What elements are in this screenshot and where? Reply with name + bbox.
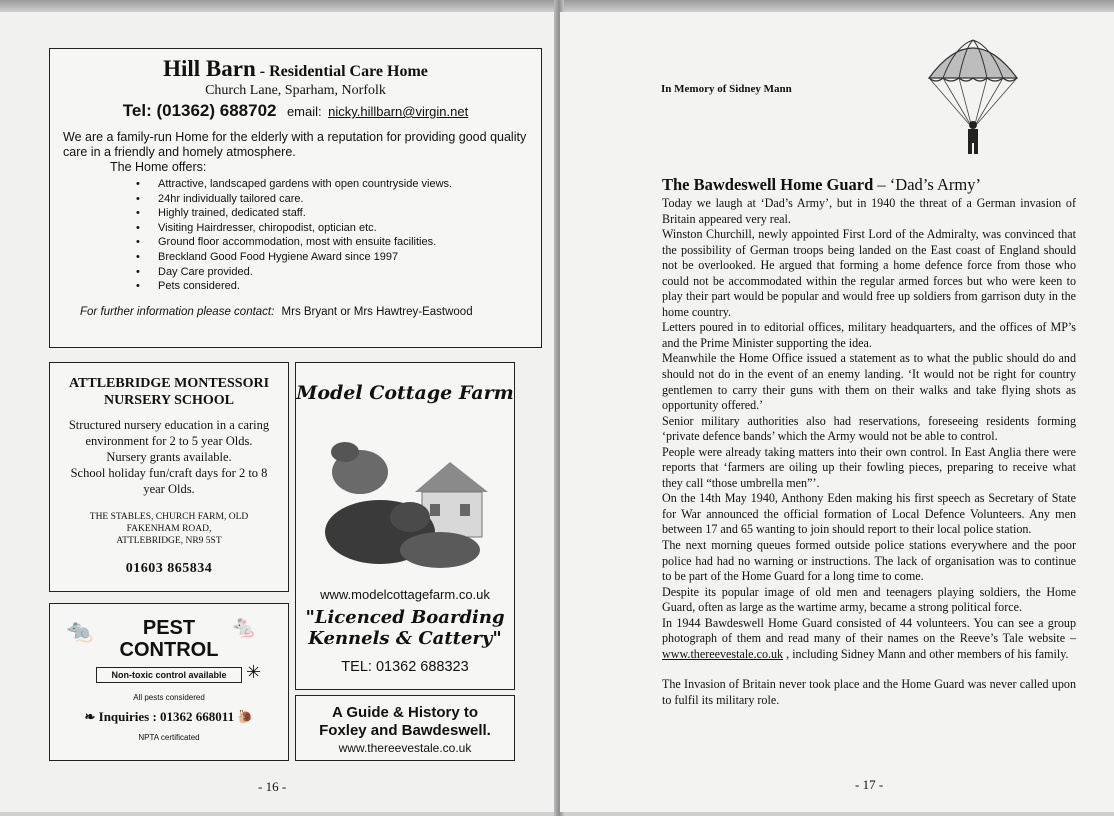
farm-photo [320, 422, 490, 572]
article-title: The Bawdeswell Home Guard [662, 175, 874, 194]
list-item: • Visiting Hairdresser, chiropodist, optician etc. [158, 221, 541, 236]
licence-line: Kennels & Cattery" [308, 628, 502, 649]
paragraph: People were already taking matters into their own control. In East Anglia there were reports that ‘farmers are oiling up their fowling pieces, preparing to receive what they call “those umbrella men”’. [662, 444, 1076, 490]
model-cottage-title: Model Cottage Farm [296, 382, 514, 404]
attlebridge-body-line: year Olds. [143, 482, 195, 496]
hill-barn-offers-list [158, 177, 541, 294]
hill-barn-contact [80, 306, 541, 318]
rat-icon: 🐀 [66, 618, 94, 643]
hill-barn-address: Church Lane, Sparham, Norfolk [205, 83, 386, 98]
inquiries-text: Inquiries : 01362 668011 [98, 709, 235, 724]
model-cottage-tel: TEL: 01362 688323 [341, 659, 469, 675]
paragraph: Winston Churchill, newly appointed First Lord of the Admiralty, was convinced that the possibility of German troops being landed on the East coast of England should not be overlooked. He argued that forming a home defence force from those who could not be accommodated within the regular armed forces but who were keen to play their part would be popular and would free up soldiers from garrison duty in the home country. [662, 227, 1076, 319]
address-line: THE STABLES, CHURCH FARM, OLD [89, 512, 249, 522]
paragraph-text: In 1944 Bawdeswell Home Guard consisted of 44 volunteers. You can see a group photograph of them and read many of their names on the Reeve’s Tale website – [662, 615, 1076, 646]
hill-barn-offers-label: The Home offers: [110, 160, 207, 174]
wasp-icon: ❧ [84, 709, 96, 724]
contact-names: Mrs Bryant or Mrs Hawtrey-Eastwood [281, 305, 473, 318]
list-item: • Ground floor accommodation, most with ensuite facilities. [158, 235, 541, 250]
list-item: • Attractive, landscaped gardens with open countryside views. [158, 177, 541, 192]
hill-barn-intro: We are a family-run Home for the elderly with a reputation for providing good quality care in a friendly and homely atmosphere. [63, 130, 527, 159]
guide-advert [295, 695, 515, 761]
attlebridge-body [50, 417, 288, 497]
list-item: • 24hr individually tailored care. [158, 192, 541, 207]
list-item: • Pets considered. [158, 279, 541, 294]
hill-barn-tel: Tel: (01362) 688702 [122, 101, 277, 120]
paragraph-1944 [662, 616, 1076, 663]
paragraph: On the 14th May 1940, Anthony Eden making his first speech as Secretary of State for War announced the official formation of Local Defence Volunteers. Any men between 17 and 65 wanting to join should report to their local police station. [662, 491, 1076, 537]
hill-barn-email[interactable]: nicky.hillbarn@virgin.net [328, 104, 469, 119]
list-item: • Breckland Good Food Hygiene Award since 1997 [158, 250, 541, 265]
parachute-icon [925, 38, 1021, 158]
email-label: email: [286, 104, 322, 119]
model-cottage-url[interactable]: www.modelcottagefarm.co.uk [320, 587, 490, 602]
licence-text [296, 607, 514, 649]
paragraph-text: , including Sidney Mann and other members of his family. [786, 646, 1069, 661]
guide-title-line: A Guide & History to [331, 704, 479, 721]
attlebridge-phone: 01603 865834 [125, 561, 213, 576]
snail-icon: 🐌 [237, 709, 254, 724]
paragraph: Meanwhile the Home Office issued a statement as to what the public should do and should not do in the event of an enemy landing. ‘It would not be right for country gentlemen to carry their guns with them on their walks and take flying shots as opportunity offered.’ [662, 351, 1076, 413]
attlebridge-title-line: ATTLEBRIDGE MONTESSORI [68, 376, 270, 391]
npta-label: NPTA certificated [138, 733, 200, 742]
paragraph: Letters poured in to editorial offices, military headquarters, and the offices of MP’s and the Prime Minister supporting the idea. [662, 320, 1076, 350]
model-cottage-farm-advert [295, 362, 515, 690]
pest-control-advert [49, 603, 289, 761]
licence-line: "Licenced Boarding [305, 607, 505, 628]
address-line: FAKENHAM ROAD, [126, 524, 212, 534]
attlebridge-title-line: NURSERY SCHOOL [103, 393, 235, 408]
pest-title-line: CONTROL [119, 639, 219, 661]
hill-barn-contact-line [50, 101, 541, 121]
attlebridge-body-line: Structured nursery education in a caring [68, 418, 270, 432]
page-number-left: - 16 - [258, 779, 287, 794]
attlebridge-title [50, 375, 288, 409]
guide-url[interactable]: www.thereevestale.co.uk [338, 741, 472, 755]
attlebridge-body-line: Nursery grants available. [106, 450, 232, 464]
list-item: • Highly trained, dedicated staff. [158, 206, 541, 221]
paragraph-gap [662, 662, 1076, 677]
attlebridge-advert [49, 362, 289, 592]
paragraph: Despite its popular image of old men and teenagers playing soldiers, the Home Guard, often as large as the wartime army, became a strong political force. [662, 584, 1076, 615]
hill-barn-subtitle: Residential Care Home [269, 63, 428, 80]
article-body [662, 175, 1076, 709]
memory-heading: In Memory of Sidney Mann [661, 83, 792, 95]
pest-title-line: PEST [142, 617, 196, 639]
pest-inquiries [50, 709, 288, 725]
attlebridge-address [50, 511, 288, 547]
page-number-right: - 17 - [855, 777, 884, 792]
hill-barn-title: Hill Barn - Residential Care Home [163, 56, 428, 81]
article-subtitle: – ‘Dad’s Army’ [877, 175, 981, 194]
insect-icon: ✳ [246, 662, 262, 682]
hill-barn-name: Hill Barn [163, 56, 256, 81]
contact-label: For further information please contact: [80, 305, 275, 318]
list-item: • Day Care provided. [158, 265, 541, 280]
non-toxic-label: Non-toxic control available [96, 667, 241, 683]
paragraph: Today we laugh at ‘Dad’s Army’, but in 1940 the threat of a German invasion of Britain appeared very real. [662, 196, 1076, 226]
article-heading [662, 175, 1076, 195]
mouse-icon: 🐁 [230, 614, 258, 639]
paragraph: Senior military authorities also had reservations, foreseeing residents forming ‘private defence bands’ which the Army would not be able to control. [662, 413, 1076, 444]
guide-title [296, 704, 514, 740]
reeves-tale-link[interactable]: www.thereevestale.co.uk [662, 646, 784, 661]
attlebridge-body-line: environment for 2 to 5 year Olds. [85, 434, 253, 448]
paragraph: The next morning queues formed outside police stations everywhere and the poor police had had no warning or instructions. The lack of organisation was to continue to be part of the Home Guard for a long time to come. [662, 538, 1076, 584]
paragraph: The Invasion of Britain never took place and the Home Guard was never called upon to fulfil its military role. [662, 677, 1076, 707]
attlebridge-body-line: School holiday fun/craft days for 2 to 8 [70, 466, 268, 480]
address-line: ATTLEBRIDGE, NR9 5ST [116, 536, 222, 546]
hill-barn-advert [49, 48, 542, 348]
all-pests-label: All pests considered [133, 693, 205, 702]
guide-title-line: Foxley and Bawdeswell. [319, 722, 491, 739]
